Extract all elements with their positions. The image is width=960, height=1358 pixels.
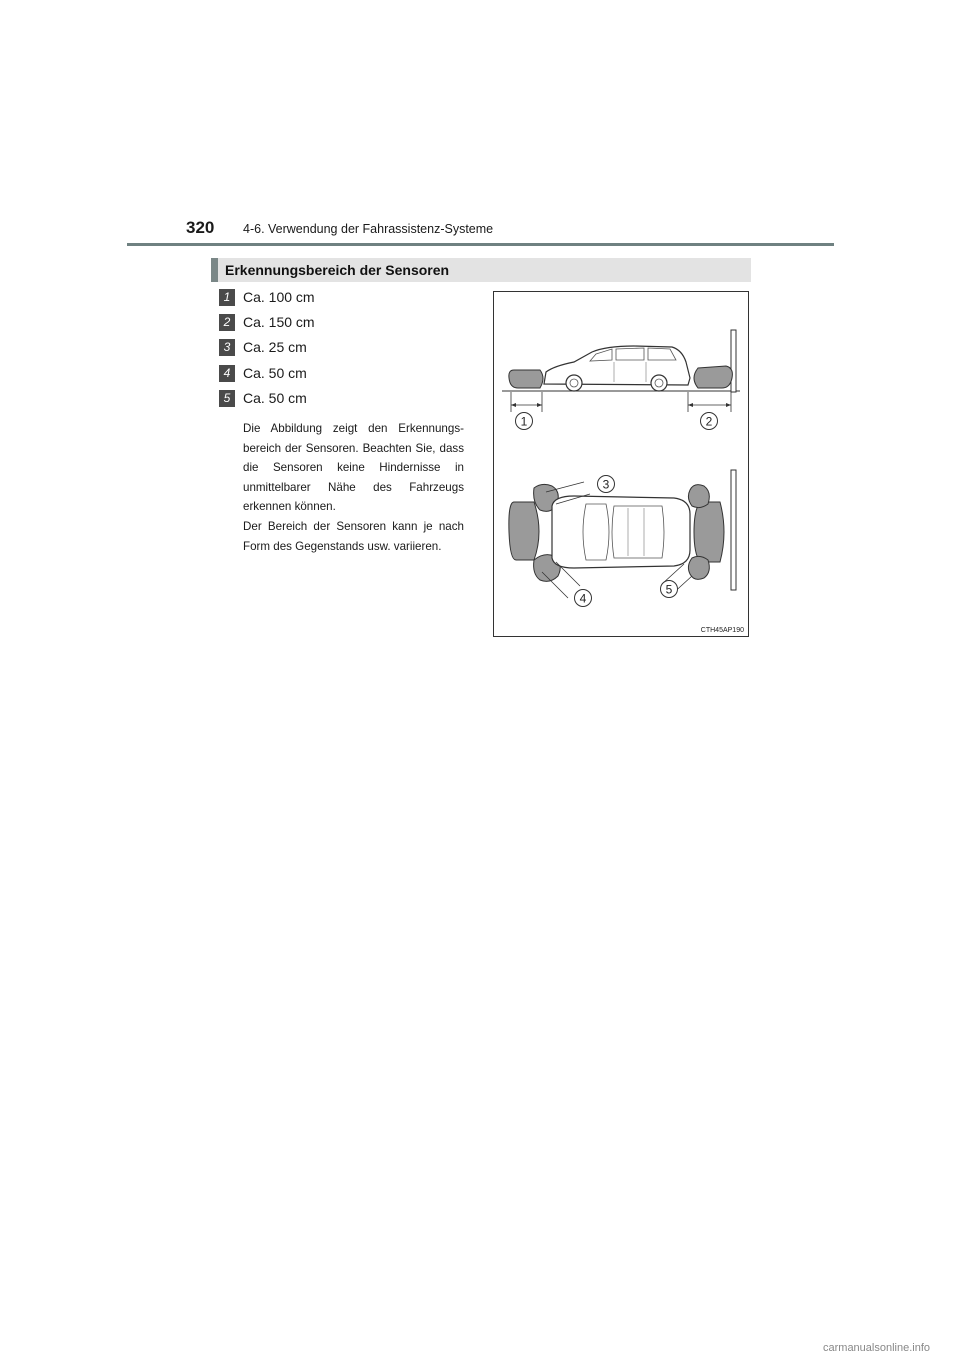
description-paragraph: Die Abbildung zeigt den Erkennungs-bereich der Sensoren. Beachten Sie, dass die Sensoren keine Hindernisse in unmittelbarer Nähe des Fahrzeugs erkennen können. [243, 422, 464, 513]
item-number-badge: 5 [219, 390, 235, 407]
item-text: Ca. 150 cm [243, 314, 315, 330]
car-top-roof [612, 506, 664, 558]
subheader-title: Erkennungsbereich der Sensoren [225, 262, 450, 278]
wall-top [731, 470, 736, 590]
section-title: 4-6. Verwendung der Fahrassistenz-Systeme [243, 222, 494, 236]
item-number-badge: 4 [219, 365, 235, 382]
figure-code: CTH45AP190 [700, 627, 744, 634]
callout-2-label: 2 [705, 414, 713, 429]
item-text: Ca. 50 cm [243, 390, 307, 406]
sensor-range-illustration [493, 291, 749, 637]
wall-side [731, 330, 736, 392]
rear-left-corner-zone [688, 485, 709, 508]
item-text: Ca. 100 cm [243, 289, 315, 305]
item-number-badge: 2 [219, 314, 235, 331]
item-number-badge: 1 [219, 289, 235, 306]
note-paragraph: Der Bereich der Sensoren kann je nach Form des Gegenstands usw. variieren. [243, 520, 464, 553]
rear-sensor-zone-side [694, 366, 732, 388]
sensor-diagram [494, 292, 748, 636]
subheader-accent-bar [211, 258, 218, 282]
car-top-windshield [583, 504, 609, 560]
watermark: carmanualsonline.info [823, 1342, 931, 1354]
subheader [211, 258, 751, 282]
front-sensor-zone-side [509, 370, 543, 388]
item-number-badge: 3 [219, 339, 235, 356]
callout-4-label: 4 [579, 591, 587, 606]
callout-5-label: 5 [665, 582, 673, 597]
page-number: 320 [186, 218, 215, 237]
front-center-sensor-zone [509, 502, 539, 560]
rear-center-sensor-zone [694, 502, 724, 562]
header-divider [127, 243, 834, 246]
callout-3-label: 3 [602, 477, 610, 492]
callout-1-label: 1 [520, 414, 528, 429]
item-text: Ca. 50 cm [243, 365, 307, 381]
car-side-window-2 [616, 348, 644, 360]
item-text: Ca. 25 cm [243, 339, 307, 355]
